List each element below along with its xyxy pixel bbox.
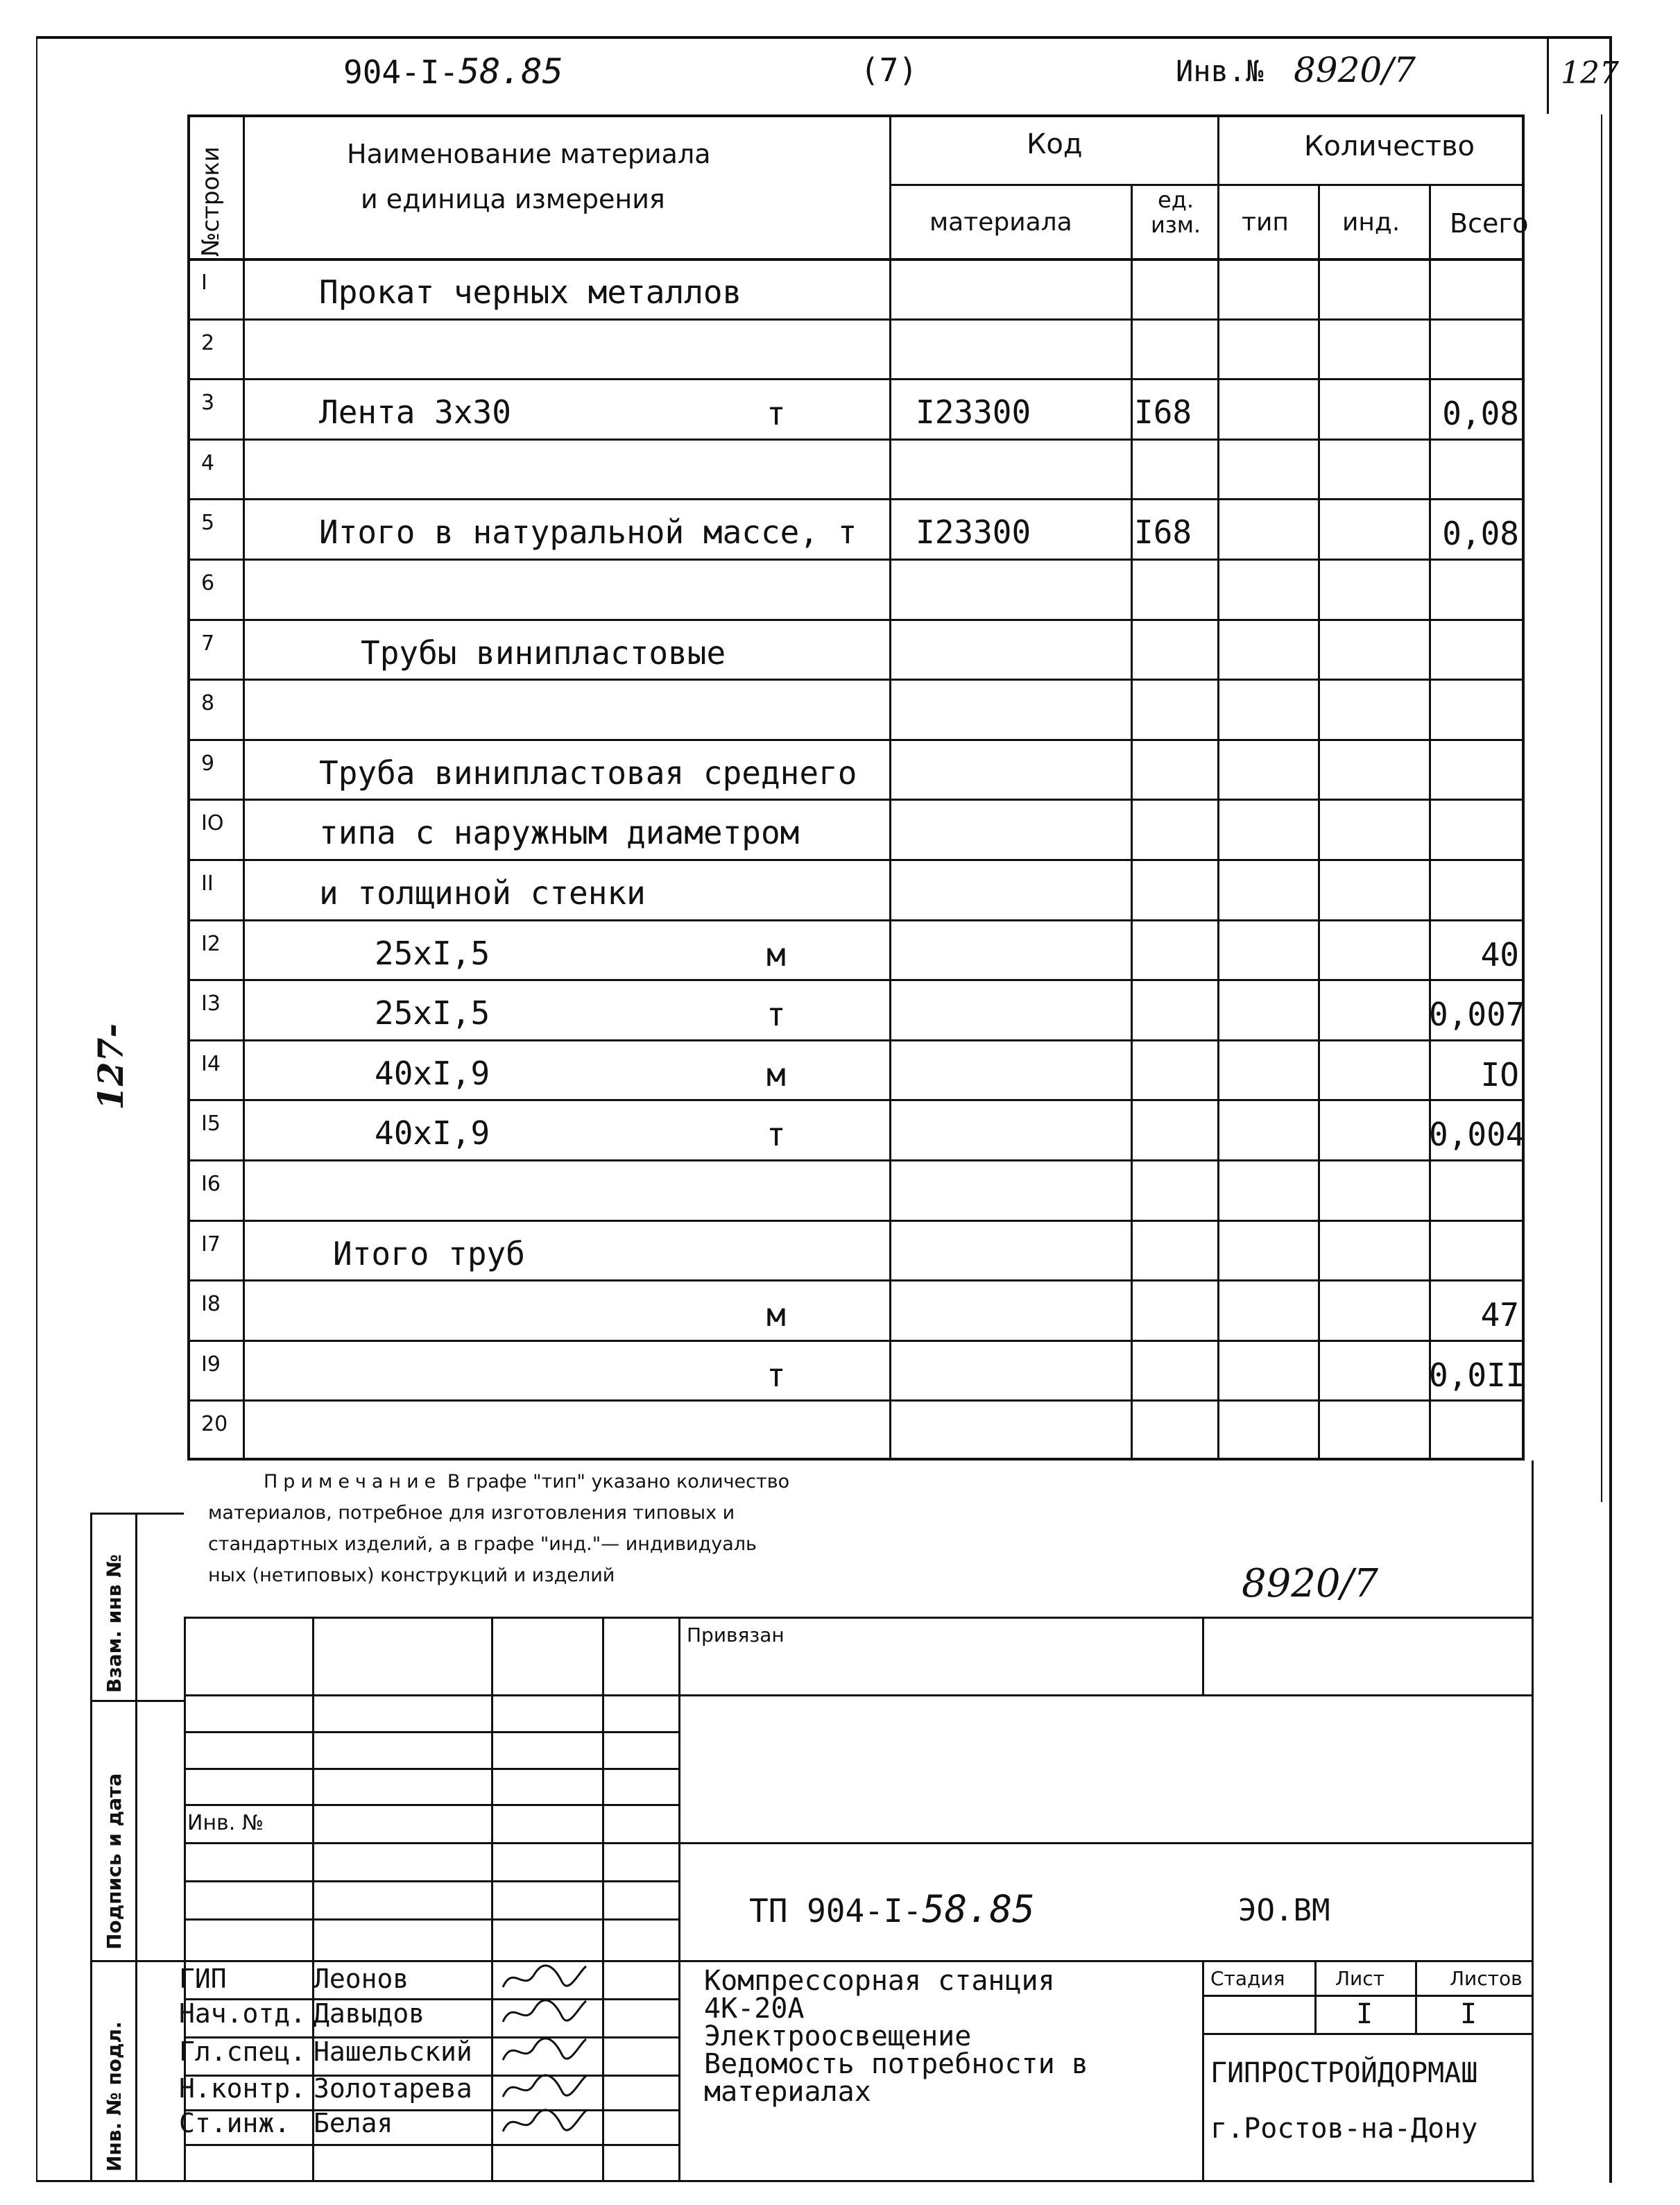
signer-role: Гл.спец. [179, 2036, 307, 2067]
row-material-code: I23300 [916, 513, 1031, 552]
stamp-doc-code: ТП 904-I-58.85 [749, 1887, 1035, 1931]
row-total: 40 [1480, 935, 1519, 973]
table-row-line [187, 318, 1525, 321]
row-name: 40xI,9 [375, 1054, 490, 1092]
row-number: I5 [201, 1112, 221, 1136]
row-total: IO [1480, 1055, 1519, 1093]
margin-page-mark: 127- [90, 1023, 131, 1110]
row-name: и толщиной стенки [319, 874, 646, 912]
table-row-line [187, 1039, 1525, 1041]
col-line-code [1131, 184, 1133, 1461]
table-row-line [187, 1340, 1525, 1342]
stamp-row2 [184, 1731, 678, 1733]
row-name: 25xI,5 [375, 994, 490, 1032]
side-label-podpis: Подпись и дата [103, 1773, 126, 1950]
row-number: I9 [201, 1352, 221, 1377]
row-material-code: I23300 [916, 393, 1031, 432]
header-qty-total: Всего [1450, 208, 1529, 239]
stamp-row8 [184, 1960, 1532, 1962]
side-split2 [90, 1960, 184, 1962]
table-row-line [187, 1159, 1525, 1161]
table-row-line [187, 739, 1525, 741]
sheet-value: I [1356, 1998, 1373, 2030]
row-total: 47 [1480, 1296, 1519, 1334]
row-total: 0,004 [1429, 1116, 1525, 1154]
handwritten-inv: 8920/7 [1242, 1561, 1379, 1606]
row-name: типа с наружным диаметром [319, 814, 800, 852]
header-name-line2: и единица измерения [361, 184, 665, 214]
row-number: I3 [201, 991, 221, 1016]
stamp-top-line [184, 1617, 1532, 1619]
stamp-col5 [1202, 1617, 1204, 1694]
org-line-1: ГИПРОСТРОЙДОРМАШ [1210, 2057, 1478, 2089]
stamp-row6 [184, 1880, 678, 1882]
row-name: Итого труб [333, 1234, 525, 1272]
row-total: 0,08 [1442, 515, 1519, 553]
table-row-line [187, 979, 1525, 981]
row-number: 8 [201, 691, 215, 716]
signature-scribble [499, 2070, 590, 2104]
table-row-line [187, 498, 1525, 500]
side-col-right [135, 1513, 137, 2180]
table-row-line [187, 1220, 1525, 1222]
row-number: 6 [201, 571, 215, 595]
org-line-2: г.Ростов-на-Дону [1210, 2113, 1478, 2145]
row-number: 20 [201, 1412, 228, 1437]
stamp-row1 [184, 1694, 1532, 1696]
note-line2: материалов, потребное для изготовления типовых и [208, 1502, 735, 1524]
sheet-label: Лист [1335, 1967, 1385, 1990]
title-line-2: 4К-20А [704, 1993, 805, 2025]
row-unit: м [766, 1296, 786, 1334]
stage-box-h1 [1202, 1995, 1532, 1997]
note-line4: ных (нетиповых) конструкций и изделий [208, 1565, 615, 1586]
table-row-line [187, 378, 1525, 380]
row-number: I2 [201, 931, 221, 956]
stage-box-left [1202, 1960, 1204, 2180]
header-qty-type: тип [1242, 208, 1289, 237]
signer-name: Золотарева [314, 2073, 472, 2104]
inv-number: 8920/7 [1294, 50, 1416, 90]
header-bottom-line [187, 258, 1525, 261]
row-unit: т [766, 1356, 786, 1394]
stamp-bottom [36, 2180, 1534, 2182]
header-qty: Количество [1304, 130, 1475, 162]
signer-role: Н.контр. [179, 2073, 307, 2104]
signer-name: Леонов [314, 1964, 409, 1994]
row-number: 4 [201, 450, 215, 475]
signature-scribble [499, 2105, 590, 2138]
header-name-line1: Наименование материала [347, 139, 711, 169]
side-split1 [90, 1700, 184, 1702]
row-unit: т [766, 1116, 786, 1154]
col-line-unit [1217, 114, 1219, 1461]
row-total: 0,007 [1429, 996, 1525, 1034]
row-unit-code: I68 [1134, 393, 1192, 432]
row-unit: м [766, 1055, 786, 1093]
row-number: 7 [201, 631, 215, 656]
stage-box-v2 [1415, 1960, 1417, 2033]
stage-box-h2 [1202, 2033, 1532, 2035]
header-code: Код [1027, 128, 1083, 160]
inv-label: Инв.№ [1176, 54, 1264, 88]
table-row-line [187, 799, 1525, 801]
row-name: Труба винипластовая среднего [319, 754, 857, 792]
row-total: 0,08 [1442, 395, 1519, 433]
col-line-num [243, 114, 245, 1461]
sheets-value: I [1460, 1998, 1477, 2030]
col-line-type [1318, 184, 1320, 1461]
row-name: 25xI,5 [375, 934, 490, 972]
stamp-col2 [491, 1617, 493, 2180]
doc-code: 904-I-58.85 [343, 51, 563, 92]
table-row-line [187, 439, 1525, 441]
signer-name: Белая [314, 2108, 393, 2138]
privyazan-label: Привязан [687, 1624, 785, 1646]
signer-name: Нашельский [314, 2036, 472, 2067]
side-label-vzam: Взам. инв № [103, 1554, 126, 1693]
sheets-label: Листов [1450, 1967, 1523, 1990]
stamp-row3 [184, 1768, 678, 1770]
page-number-divider [1547, 37, 1549, 114]
signer-role: Нач.отд. [179, 1998, 307, 2029]
row-number: 5 [201, 511, 215, 536]
note-heading: Примечание [264, 1471, 442, 1492]
stamp-row5 [184, 1842, 1532, 1844]
stamp-row7 [184, 1918, 678, 1921]
header-code-unit: ед. изм. [1150, 187, 1201, 238]
row-number: 3 [201, 391, 215, 416]
row-name: Итого в натуральной массе, т [319, 513, 857, 552]
signer-name: Давыдов [314, 1998, 425, 2029]
signer-role: Ст.инж. [179, 2108, 291, 2138]
stamp-col4 [678, 1617, 680, 2180]
table-row-line [187, 919, 1525, 921]
sheet-index: (7) [860, 51, 918, 89]
stamp-title [704, 1967, 1088, 2106]
table-row-line [187, 1399, 1525, 1402]
row-unit-code: I68 [1134, 513, 1192, 552]
stamp-col3 [602, 1617, 604, 2180]
header-mid-line [889, 184, 1525, 186]
row-number: 9 [201, 751, 215, 776]
col-line-name [889, 114, 891, 1461]
col-line-ind [1429, 184, 1431, 1461]
title-line-1: Компрессорная станция [704, 1965, 1055, 1997]
title-line-3: Электроосвещение [704, 2020, 972, 2052]
row-total: 0,0II [1429, 1356, 1525, 1394]
stage-box-v1 [1314, 1960, 1317, 2033]
row-name: Лента 3х30 [319, 393, 511, 432]
note [264, 1471, 789, 1492]
stamp-row13 [184, 2144, 678, 2146]
row-number: I6 [201, 1172, 221, 1196]
table-row-line [187, 859, 1525, 861]
row-unit: м [766, 935, 786, 973]
table-row-line [187, 1099, 1525, 1101]
stamp-row4 [184, 1804, 678, 1806]
note-line3: стандартных изделий, а в графе "инд."— индивидуаль [208, 1533, 757, 1555]
row-number: I [201, 271, 207, 295]
table-row-line [187, 619, 1525, 621]
row-number: I7 [201, 1232, 221, 1257]
signature-scribble [499, 1995, 590, 2029]
title-line-5: материалах [704, 2076, 871, 2108]
row-number: 2 [201, 330, 215, 355]
side-label-inv-podl: Инв. № подл. [103, 2021, 126, 2172]
row-number: II [201, 871, 214, 896]
row-number: I8 [201, 1292, 221, 1317]
stamp-doc-mark: ЭО.ВМ [1238, 1893, 1330, 1928]
row-unit: т [766, 395, 786, 433]
side-col-left [90, 1513, 92, 2180]
row-unit: т [766, 996, 786, 1034]
stamp-right-line [1532, 1461, 1534, 2182]
table-right-ext [1601, 114, 1602, 1502]
row-number: IO [201, 811, 224, 836]
row-name: 40xI,9 [375, 1114, 490, 1152]
table-row-line [187, 559, 1525, 561]
inv-no-label: Инв. № [187, 1811, 264, 1835]
left-edge-line [36, 36, 37, 2180]
title-line-4: Ведомость потребности в [704, 2048, 1088, 2080]
header-qty-ind: инд. [1342, 208, 1400, 237]
table-row-line [187, 1279, 1525, 1282]
row-name: Прокат черных металлов [319, 273, 742, 311]
stage-label: Стадия [1210, 1967, 1285, 1990]
header-rownum: №строки [197, 146, 225, 257]
row-number: I4 [201, 1051, 221, 1076]
header-code-material: материала [929, 208, 1072, 237]
side-top [90, 1513, 184, 1515]
signature-scribble [499, 2034, 590, 2067]
note-line1: В графе "тип" указано количество [447, 1471, 790, 1492]
signer-role: ГИП [179, 1964, 227, 1994]
table-row-line [187, 679, 1525, 681]
signature-scribble [499, 1961, 590, 1994]
row-name: Трубы винипластовые [361, 633, 726, 672]
page-number: 127 [1561, 56, 1619, 91]
